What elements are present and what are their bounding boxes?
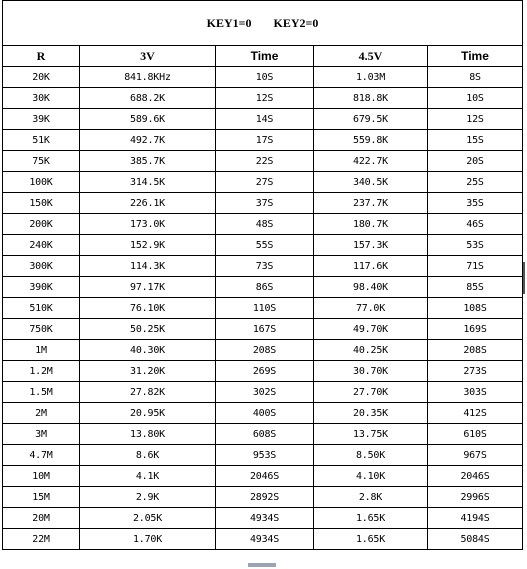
cell-freq-3v: 492.7K: [80, 130, 216, 151]
cell-freq-4-5v: 237.7K: [314, 193, 428, 214]
cell-time-3v: 73S: [216, 256, 314, 277]
cell-time-3v: 208S: [216, 340, 314, 361]
cell-resistance: 390K: [3, 277, 80, 298]
header-4-5v: 4.5V: [314, 46, 428, 67]
cell-time-3v: 167S: [216, 319, 314, 340]
cell-freq-3v: 152.9K: [80, 235, 216, 256]
table-row: [3, 508, 523, 529]
cell-time-3v: 86S: [216, 277, 314, 298]
cell-freq-4-5v: 77.0K: [314, 298, 428, 319]
cell-freq-4-5v: 20.35K: [314, 403, 428, 424]
cell-time-3v: 55S: [216, 235, 314, 256]
cell-freq-3v: 40.30K: [80, 340, 216, 361]
cell-freq-4-5v: 818.8K: [314, 88, 428, 109]
cell-freq-3v: 13.80K: [80, 424, 216, 445]
cell-resistance: 150K: [3, 193, 80, 214]
cell-freq-4-5v: 4.10K: [314, 466, 428, 487]
scrollbar-handle[interactable]: [523, 262, 525, 294]
cell-freq-3v: 314.5K: [80, 172, 216, 193]
cell-resistance: 20M: [3, 508, 80, 529]
cell-freq-3v: 688.2K: [80, 88, 216, 109]
cell-time-3v: 110S: [216, 298, 314, 319]
cell-time-4-5v: 4194S: [428, 508, 523, 529]
table-row: [3, 214, 523, 235]
cell-freq-3v: 2.05K: [80, 508, 216, 529]
cell-time-4-5v: 85S: [428, 277, 523, 298]
table-row: [3, 445, 523, 466]
key1-label: KEY1=0: [206, 15, 252, 30]
cell-time-3v: 48S: [216, 214, 314, 235]
cell-time-4-5v: 53S: [428, 235, 523, 256]
cell-time-3v: 37S: [216, 193, 314, 214]
key2-label: KEY2=0: [273, 15, 319, 30]
cell-resistance: 10M: [3, 466, 80, 487]
cell-time-4-5v: 46S: [428, 214, 523, 235]
table-row: [3, 235, 523, 256]
cell-resistance: 15M: [3, 487, 80, 508]
cell-freq-4-5v: 2.8K: [314, 487, 428, 508]
cell-time-4-5v: 20S: [428, 151, 523, 172]
frequency-table: [2, 0, 523, 550]
cell-time-3v: 608S: [216, 424, 314, 445]
cell-resistance: 510K: [3, 298, 80, 319]
cell-freq-4-5v: 1.65K: [314, 529, 428, 550]
cell-time-4-5v: 273S: [428, 361, 523, 382]
cell-time-3v: 2046S: [216, 466, 314, 487]
cell-time-4-5v: 10S: [428, 88, 523, 109]
table-row: [3, 88, 523, 109]
cell-freq-3v: 20.95K: [80, 403, 216, 424]
table-row: [3, 361, 523, 382]
cell-time-4-5v: 208S: [428, 340, 523, 361]
cell-freq-3v: 173.0K: [80, 214, 216, 235]
cell-time-3v: 22S: [216, 151, 314, 172]
table-title: [3, 1, 523, 46]
cell-freq-4-5v: 40.25K: [314, 340, 428, 361]
cell-time-3v: 2892S: [216, 487, 314, 508]
cell-freq-3v: 27.82K: [80, 382, 216, 403]
cell-freq-3v: 50.25K: [80, 319, 216, 340]
cell-freq-3v: 589.6K: [80, 109, 216, 130]
cell-freq-3v: 1.70K: [80, 529, 216, 550]
table-row: [3, 67, 523, 88]
cell-resistance: 750K: [3, 319, 80, 340]
cell-time-4-5v: 15S: [428, 130, 523, 151]
cell-time-4-5v: 303S: [428, 382, 523, 403]
table-row: [3, 109, 523, 130]
table-row: [3, 340, 523, 361]
cell-freq-4-5v: 49.70K: [314, 319, 428, 340]
cell-time-3v: 14S: [216, 109, 314, 130]
cell-freq-4-5v: 30.70K: [314, 361, 428, 382]
cell-freq-3v: 114.3K: [80, 256, 216, 277]
cell-freq-4-5v: 340.5K: [314, 172, 428, 193]
cell-time-4-5v: 967S: [428, 445, 523, 466]
table-row: [3, 403, 523, 424]
table-row: [3, 487, 523, 508]
cell-resistance: 75K: [3, 151, 80, 172]
cell-resistance: 240K: [3, 235, 80, 256]
table-row: [3, 151, 523, 172]
cell-time-3v: 17S: [216, 130, 314, 151]
cell-time-4-5v: 8S: [428, 67, 523, 88]
header-3v: 3V: [80, 46, 216, 67]
cell-freq-3v: 76.10K: [80, 298, 216, 319]
header-row: [3, 46, 523, 67]
table-row: [3, 130, 523, 151]
table-row: [3, 529, 523, 550]
cell-time-4-5v: 412S: [428, 403, 523, 424]
cell-resistance: 20K: [3, 67, 80, 88]
table-row: [3, 466, 523, 487]
cell-time-3v: 953S: [216, 445, 314, 466]
resize-handle[interactable]: [248, 563, 276, 567]
cell-resistance: 22M: [3, 529, 80, 550]
cell-time-4-5v: 610S: [428, 424, 523, 445]
cell-freq-4-5v: 1.65K: [314, 508, 428, 529]
cell-resistance: 1.5M: [3, 382, 80, 403]
header-time-3v: Time: [216, 46, 314, 67]
cell-resistance: 1.2M: [3, 361, 80, 382]
cell-freq-3v: 8.6K: [80, 445, 216, 466]
cell-freq-3v: 226.1K: [80, 193, 216, 214]
cell-time-3v: 400S: [216, 403, 314, 424]
cell-freq-4-5v: 180.7K: [314, 214, 428, 235]
cell-resistance: 2M: [3, 403, 80, 424]
cell-freq-4-5v: 422.7K: [314, 151, 428, 172]
cell-time-4-5v: 25S: [428, 172, 523, 193]
cell-resistance: 51K: [3, 130, 80, 151]
table-row: [3, 172, 523, 193]
cell-time-3v: 10S: [216, 67, 314, 88]
cell-resistance: 30K: [3, 88, 80, 109]
cell-time-3v: 269S: [216, 361, 314, 382]
cell-freq-4-5v: 13.75K: [314, 424, 428, 445]
cell-freq-4-5v: 117.6K: [314, 256, 428, 277]
cell-resistance: 39K: [3, 109, 80, 130]
cell-freq-4-5v: 559.8K: [314, 130, 428, 151]
cell-time-3v: 4934S: [216, 508, 314, 529]
cell-resistance: 200K: [3, 214, 80, 235]
cell-time-4-5v: 2996S: [428, 487, 523, 508]
table-row: [3, 382, 523, 403]
cell-time-4-5v: 108S: [428, 298, 523, 319]
cell-freq-3v: 385.7K: [80, 151, 216, 172]
cell-resistance: 3M: [3, 424, 80, 445]
cell-time-4-5v: 169S: [428, 319, 523, 340]
table-row: [3, 424, 523, 445]
cell-time-3v: 27S: [216, 172, 314, 193]
table-row: [3, 193, 523, 214]
table-row: [3, 256, 523, 277]
cell-time-4-5v: 2046S: [428, 466, 523, 487]
cell-resistance: 300K: [3, 256, 80, 277]
header-time-4-5v: Time: [428, 46, 523, 67]
cell-time-3v: 12S: [216, 88, 314, 109]
cell-resistance: 1M: [3, 340, 80, 361]
cell-freq-3v: 31.20K: [80, 361, 216, 382]
cell-freq-3v: 97.17K: [80, 277, 216, 298]
cell-time-4-5v: 5084S: [428, 529, 523, 550]
table-row: [3, 319, 523, 340]
cell-freq-4-5v: 679.5K: [314, 109, 428, 130]
cell-time-4-5v: 71S: [428, 256, 523, 277]
title-row: [3, 1, 523, 46]
cell-freq-4-5v: 27.70K: [314, 382, 428, 403]
cell-freq-4-5v: 8.50K: [314, 445, 428, 466]
cell-time-3v: 4934S: [216, 529, 314, 550]
table-row: [3, 298, 523, 319]
cell-time-4-5v: 35S: [428, 193, 523, 214]
cell-freq-4-5v: 157.3K: [314, 235, 428, 256]
header-r: R: [3, 46, 80, 67]
cell-freq-3v: 841.8KHz: [80, 67, 216, 88]
table-row: [3, 277, 523, 298]
cell-time-4-5v: 12S: [428, 109, 523, 130]
cell-time-3v: 302S: [216, 382, 314, 403]
cell-resistance: 100K: [3, 172, 80, 193]
cell-freq-4-5v: 1.03M: [314, 67, 428, 88]
cell-freq-3v: 2.9K: [80, 487, 216, 508]
cell-freq-3v: 4.1K: [80, 466, 216, 487]
cell-resistance: 4.7M: [3, 445, 80, 466]
cell-freq-4-5v: 98.40K: [314, 277, 428, 298]
